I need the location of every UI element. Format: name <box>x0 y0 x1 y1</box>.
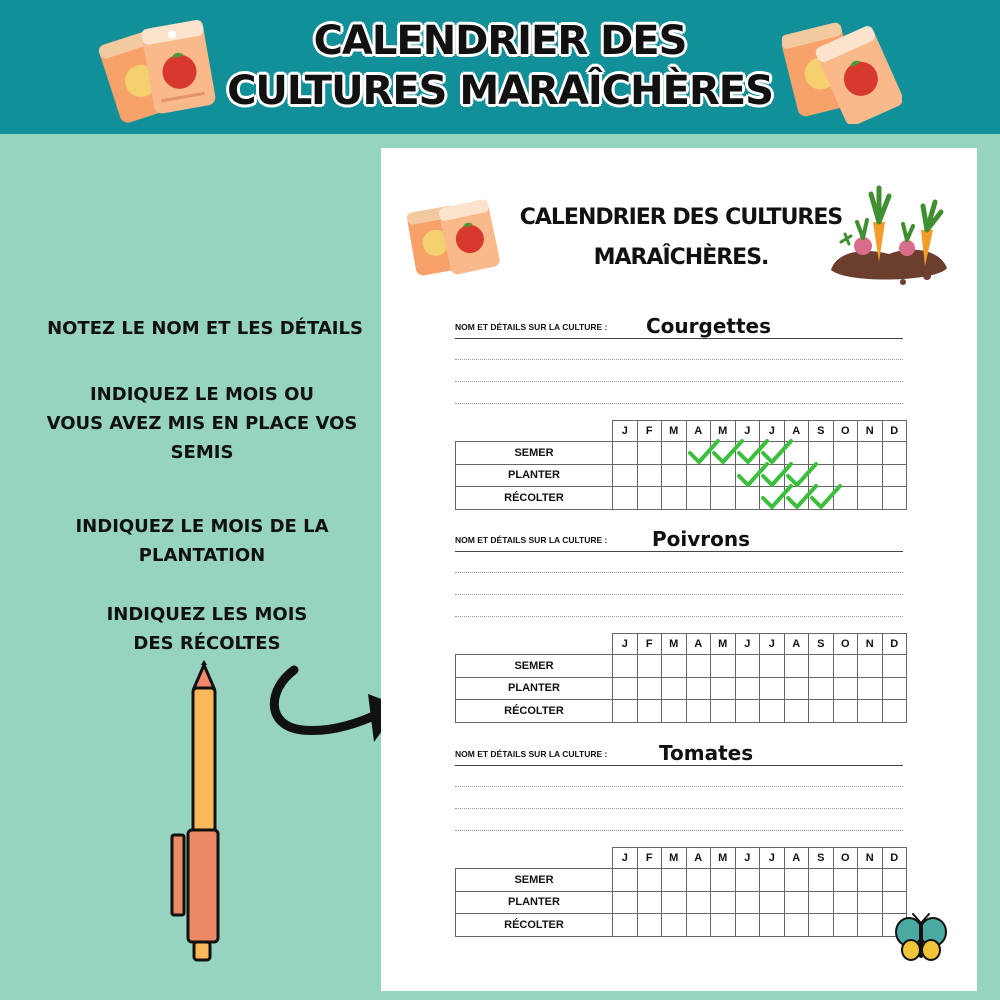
month-cell[interactable] <box>809 655 834 678</box>
sheet-title-line2: MARAÎCHÈRES. <box>593 245 769 270</box>
month-cell[interactable] <box>711 914 736 937</box>
month-header: M <box>711 634 736 655</box>
month-cell[interactable] <box>784 655 809 678</box>
month-cell[interactable] <box>735 891 760 914</box>
month-header: S <box>809 848 834 869</box>
month-header: J <box>613 634 638 655</box>
month-calendar <box>455 847 907 937</box>
month-cell[interactable] <box>858 700 883 723</box>
month-header: A <box>784 848 809 869</box>
month-cell[interactable] <box>735 464 760 487</box>
activity-row <box>456 677 907 700</box>
month-header: J <box>760 848 785 869</box>
sheet-title-line1: CALENDRIER DES CULTURES <box>519 205 843 230</box>
activity-label: SEMER <box>456 655 613 678</box>
empty-corner <box>456 421 613 442</box>
pen-icon <box>166 660 226 965</box>
crop-name-rule <box>455 765 903 766</box>
month-cell[interactable] <box>882 442 907 465</box>
month-header: D <box>882 848 907 869</box>
month-cell[interactable] <box>637 677 662 700</box>
crop-name[interactable]: Courgettes <box>646 314 771 338</box>
month-cell[interactable] <box>662 655 687 678</box>
month-cell[interactable] <box>735 914 760 937</box>
butterfly-icon <box>893 912 949 964</box>
instruction-line: INDIQUEZ LE MOIS OU <box>89 384 315 405</box>
month-cell[interactable] <box>833 869 858 892</box>
month-cell[interactable] <box>833 914 858 937</box>
month-cell[interactable] <box>882 700 907 723</box>
month-cell[interactable] <box>809 677 834 700</box>
activity-label: PLANTER <box>456 891 613 914</box>
check-icon <box>809 482 843 512</box>
calendar-table <box>455 420 907 510</box>
month-cell[interactable] <box>882 655 907 678</box>
month-header: D <box>882 421 907 442</box>
month-cell[interactable] <box>858 442 883 465</box>
banner-title-line1: CALENDRIER DES <box>313 18 687 64</box>
seed-packet-icon <box>405 194 505 280</box>
month-cell[interactable] <box>613 487 638 510</box>
month-cell[interactable] <box>637 700 662 723</box>
month-cell[interactable] <box>613 677 638 700</box>
month-cell[interactable] <box>686 891 711 914</box>
month-cell[interactable] <box>637 487 662 510</box>
instruction-name <box>20 314 390 343</box>
crop-label: NOM ET DÉTAILS SUR LA CULTURE : <box>455 749 608 759</box>
month-header: J <box>613 421 638 442</box>
instruction-harvest <box>22 600 392 658</box>
month-header: N <box>858 634 883 655</box>
month-cell[interactable] <box>613 891 638 914</box>
month-header: M <box>662 848 687 869</box>
month-cell[interactable] <box>711 869 736 892</box>
calendar-sheet <box>381 148 977 991</box>
instruction-line: INDIQUEZ LE MOIS DE LA <box>75 516 329 537</box>
activity-label: RÉCOLTER <box>456 914 613 937</box>
month-cell[interactable] <box>711 891 736 914</box>
month-header: M <box>711 421 736 442</box>
month-cell[interactable] <box>662 442 687 465</box>
month-cell[interactable] <box>613 655 638 678</box>
month-header-row <box>456 421 907 442</box>
crop-name-rule <box>455 338 903 339</box>
activity-label: RÉCOLTER <box>456 700 613 723</box>
month-cell[interactable] <box>613 914 638 937</box>
month-cell[interactable] <box>711 655 736 678</box>
instruction-planting <box>17 512 387 570</box>
month-header: J <box>735 634 760 655</box>
notes-line[interactable] <box>455 594 903 595</box>
calendar-table <box>455 847 907 937</box>
month-header: J <box>735 421 760 442</box>
month-header: A <box>686 848 711 869</box>
month-cell[interactable] <box>711 700 736 723</box>
notes-line[interactable] <box>455 403 903 404</box>
month-cell[interactable] <box>833 677 858 700</box>
month-header: O <box>833 634 858 655</box>
month-cell[interactable] <box>735 700 760 723</box>
month-cell[interactable] <box>711 464 736 487</box>
month-cell[interactable] <box>833 655 858 678</box>
month-cell[interactable] <box>662 677 687 700</box>
month-header: O <box>833 421 858 442</box>
vegetables-icon <box>827 184 952 288</box>
month-header: A <box>686 421 711 442</box>
banner-title <box>200 16 800 116</box>
instruction-line: NOTEZ LE NOM ET LES DÉTAILS <box>47 318 363 339</box>
crop-label: NOM ET DÉTAILS SUR LA CULTURE : <box>455 535 608 545</box>
month-header: S <box>809 634 834 655</box>
instruction-line: PLANTATION <box>138 545 266 566</box>
activity-label: PLANTER <box>456 677 613 700</box>
instruction-sowing <box>17 380 387 467</box>
month-cell[interactable] <box>613 464 638 487</box>
crop-name[interactable]: Poivrons <box>652 527 751 551</box>
month-cell[interactable] <box>858 869 883 892</box>
month-cell[interactable] <box>637 655 662 678</box>
crop-name[interactable]: Tomates <box>659 741 754 765</box>
month-cell[interactable] <box>686 464 711 487</box>
notes-line[interactable] <box>455 359 903 360</box>
month-cell[interactable] <box>613 700 638 723</box>
month-cell[interactable] <box>858 891 883 914</box>
instruction-line: SEMIS <box>170 442 234 463</box>
month-cell[interactable] <box>760 655 785 678</box>
month-header-row <box>456 634 907 655</box>
notes-line[interactable] <box>455 786 903 787</box>
month-cell[interactable] <box>735 677 760 700</box>
month-calendar <box>455 633 907 723</box>
month-header: A <box>784 634 809 655</box>
month-cell[interactable] <box>784 914 809 937</box>
seed-packet-icon <box>782 14 902 124</box>
month-cell[interactable] <box>637 891 662 914</box>
month-header: N <box>858 848 883 869</box>
activity-label: SEMER <box>456 442 613 465</box>
month-header: D <box>882 634 907 655</box>
month-cell[interactable] <box>662 869 687 892</box>
calendar-table <box>455 633 907 723</box>
month-cell[interactable] <box>686 914 711 937</box>
month-header: F <box>637 421 662 442</box>
month-header: A <box>686 634 711 655</box>
month-cell[interactable] <box>858 655 883 678</box>
month-cell[interactable] <box>882 869 907 892</box>
month-cell[interactable] <box>711 487 736 510</box>
month-cell[interactable] <box>882 464 907 487</box>
notes-line[interactable] <box>455 808 903 809</box>
activity-row <box>456 914 907 937</box>
notes-line[interactable] <box>455 381 903 382</box>
month-cell[interactable] <box>711 677 736 700</box>
month-cell[interactable] <box>784 869 809 892</box>
instruction-line: INDIQUEZ LES MOIS <box>106 604 308 625</box>
month-cell[interactable] <box>686 700 711 723</box>
activity-row <box>456 891 907 914</box>
month-cell[interactable] <box>809 891 834 914</box>
month-cell[interactable] <box>760 869 785 892</box>
notes-line[interactable] <box>455 572 903 573</box>
month-cell[interactable] <box>858 914 883 937</box>
top-banner <box>0 0 1000 134</box>
month-cell[interactable] <box>735 869 760 892</box>
month-cell[interactable] <box>809 487 834 510</box>
month-header: M <box>662 421 687 442</box>
month-cell[interactable] <box>760 677 785 700</box>
crop-name-rule <box>455 551 903 552</box>
month-cell[interactable] <box>882 487 907 510</box>
month-cell[interactable] <box>662 464 687 487</box>
empty-corner <box>456 848 613 869</box>
month-header: O <box>833 848 858 869</box>
month-cell[interactable] <box>637 914 662 937</box>
month-cell[interactable] <box>858 464 883 487</box>
month-cell[interactable] <box>686 487 711 510</box>
month-cell[interactable] <box>662 914 687 937</box>
instruction-line: DES RÉCOLTES <box>133 633 281 654</box>
activity-label: SEMER <box>456 869 613 892</box>
month-header: J <box>760 421 785 442</box>
month-cell[interactable] <box>613 869 638 892</box>
month-calendar <box>455 420 907 510</box>
month-header: J <box>735 848 760 869</box>
month-cell[interactable] <box>784 677 809 700</box>
month-header: M <box>662 634 687 655</box>
month-cell[interactable] <box>760 487 785 510</box>
month-header: N <box>858 421 883 442</box>
month-cell[interactable] <box>686 442 711 465</box>
month-cell[interactable] <box>637 869 662 892</box>
month-cell[interactable] <box>809 700 834 723</box>
month-cell[interactable] <box>760 700 785 723</box>
month-header-row <box>456 848 907 869</box>
month-cell[interactable] <box>784 487 809 510</box>
banner-title-line2: CULTURES MARAÎCHÈRES <box>227 68 773 114</box>
month-cell[interactable] <box>686 655 711 678</box>
month-cell[interactable] <box>760 914 785 937</box>
month-cell[interactable] <box>784 700 809 723</box>
activity-row <box>456 655 907 678</box>
month-header: A <box>784 421 809 442</box>
month-cell[interactable] <box>735 655 760 678</box>
month-cell[interactable] <box>833 442 858 465</box>
month-header: F <box>637 848 662 869</box>
instruction-line: VOUS AVEZ MIS EN PLACE VOS <box>46 413 358 434</box>
month-cell[interactable] <box>784 891 809 914</box>
month-header: M <box>711 848 736 869</box>
activity-label: RÉCOLTER <box>456 487 613 510</box>
month-cell[interactable] <box>686 677 711 700</box>
activity-row <box>456 869 907 892</box>
month-cell[interactable] <box>833 891 858 914</box>
month-cell[interactable] <box>637 464 662 487</box>
month-cell[interactable] <box>882 677 907 700</box>
month-cell[interactable] <box>858 487 883 510</box>
month-header: J <box>613 848 638 869</box>
month-cell[interactable] <box>809 869 834 892</box>
month-cell[interactable] <box>882 891 907 914</box>
month-cell[interactable] <box>662 891 687 914</box>
activity-row <box>456 487 907 510</box>
notes-line[interactable] <box>455 616 903 617</box>
month-cell[interactable] <box>809 914 834 937</box>
month-cell[interactable] <box>662 700 687 723</box>
activity-row <box>456 700 907 723</box>
month-cell[interactable] <box>662 487 687 510</box>
month-header: J <box>760 634 785 655</box>
sheet-title <box>496 198 866 278</box>
month-cell[interactable] <box>637 442 662 465</box>
month-header: F <box>637 634 662 655</box>
month-cell[interactable] <box>760 891 785 914</box>
notes-line[interactable] <box>455 830 903 831</box>
month-cell[interactable] <box>711 442 736 465</box>
crop-label: NOM ET DÉTAILS SUR LA CULTURE : <box>455 322 608 332</box>
month-cell[interactable] <box>613 442 638 465</box>
month-cell[interactable] <box>858 677 883 700</box>
activity-row <box>456 442 907 465</box>
empty-corner <box>456 634 613 655</box>
month-cell[interactable] <box>833 700 858 723</box>
month-header: S <box>809 421 834 442</box>
month-cell[interactable] <box>686 869 711 892</box>
activity-label: PLANTER <box>456 464 613 487</box>
